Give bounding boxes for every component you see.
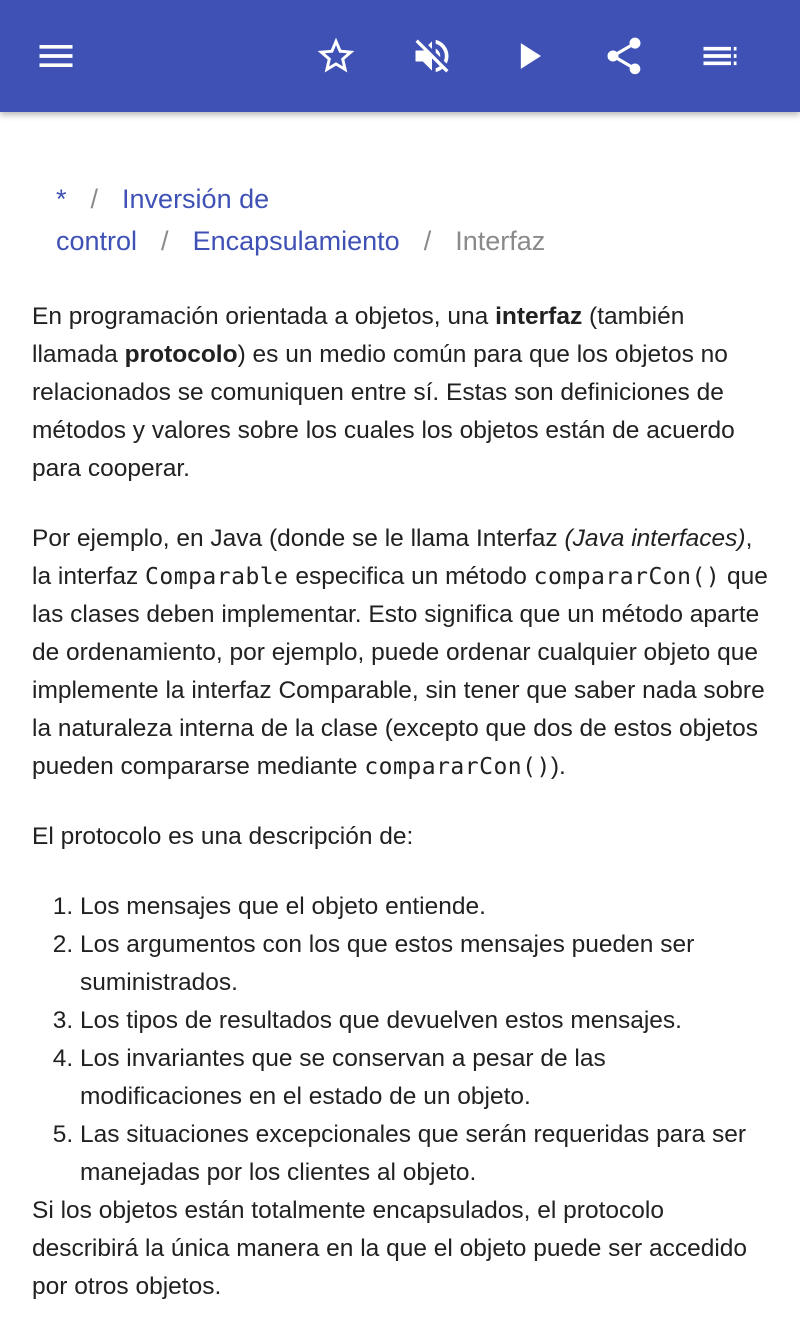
- italic-java-interfaces: (Java interfaces): [564, 525, 746, 552]
- play-icon: [508, 34, 552, 78]
- text-run: que las clases deben implementar. Esto significa que un método aparte de ordenamiento, por ejemplo, puede ordenar cualquier objeto que implemente la interfaz Comparable, sin tener que saber nada sobre la naturaleza interna de la clase (excepto que dos de estos objetos pueden compararse mediante: [32, 563, 768, 780]
- breadcrumb-separator: /: [161, 226, 169, 256]
- share-icon: [602, 34, 646, 78]
- code-compararcon: compararCon(): [533, 564, 721, 590]
- list-item: 5. Las situaciones excepcionales que serán requeridas para ser manejadas por los clientes al objeto.: [80, 1116, 772, 1192]
- list-item: 3. Los tipos de resultados que devuelven estos mensajes.: [80, 1002, 772, 1040]
- protocol-list: [32, 888, 772, 1192]
- text-run: , la interfaz: [32, 525, 753, 590]
- term-interfaz: interfaz: [495, 303, 583, 330]
- text-run: ) es un medio común para que los objetos no relacionados se comuniquen entre sí. Estas son definiciones de métodos y valores sobre los cuales los objetos están de acuerdo para cooperar.: [32, 341, 735, 482]
- breadcrumb-home[interactable]: *: [56, 184, 67, 214]
- breadcrumb-current: Interfaz: [455, 226, 546, 256]
- breadcrumb-separator: /: [90, 184, 99, 214]
- menu-icon: [34, 34, 78, 78]
- text-run: ).: [550, 753, 566, 780]
- breadcrumb: [56, 178, 756, 262]
- paragraph-protocol-description: El protocolo es una descripción de:: [32, 823, 414, 850]
- contents-button[interactable]: [692, 28, 748, 84]
- text-run: especifica un método: [288, 563, 534, 590]
- breadcrumb-separator: /: [423, 226, 432, 256]
- list-item: 2. Los argumentos con los que estos mensajes pueden ser suministrados.: [80, 926, 772, 1002]
- code-compararcon: compararCon(): [364, 754, 551, 780]
- article-body: [32, 298, 772, 1338]
- term-protocolo: protocolo: [124, 341, 238, 368]
- star-icon: [314, 34, 358, 78]
- menu-button[interactable]: [28, 28, 84, 84]
- mute-button[interactable]: [404, 28, 460, 84]
- text-run: (también llamada: [32, 303, 685, 368]
- text-run: Por ejemplo, en Java (donde se le llama Interfaz: [32, 525, 565, 552]
- paragraph-encapsulation: Si los objetos están totalmente encapsulados, el protocolo describirá la única manera en la que el objeto puede ser accedido por otros objetos.: [32, 1197, 748, 1300]
- paragraph-intro: [32, 298, 772, 488]
- list-icon: [698, 34, 742, 78]
- share-button[interactable]: [596, 28, 652, 84]
- volume-off-icon: [410, 34, 454, 78]
- paragraph-example: [32, 520, 772, 786]
- breadcrumb-inversion-de-control[interactable]: Inversión de control: [56, 184, 270, 256]
- text-run: En programación orientada a objetos, una: [32, 303, 496, 330]
- breadcrumb-encapsulamiento[interactable]: Encapsulamiento: [192, 226, 400, 256]
- list-item: 4. Los invariantes que se conservan a pesar de las modificaciones en el estado de un objeto.: [80, 1040, 772, 1116]
- play-button[interactable]: [502, 28, 558, 84]
- bookmark-button[interactable]: [308, 28, 364, 84]
- code-comparable: Comparable: [145, 564, 289, 590]
- app-bar: [0, 0, 800, 112]
- list-item: 1. Los mensajes que el objeto entiende.: [80, 888, 772, 926]
